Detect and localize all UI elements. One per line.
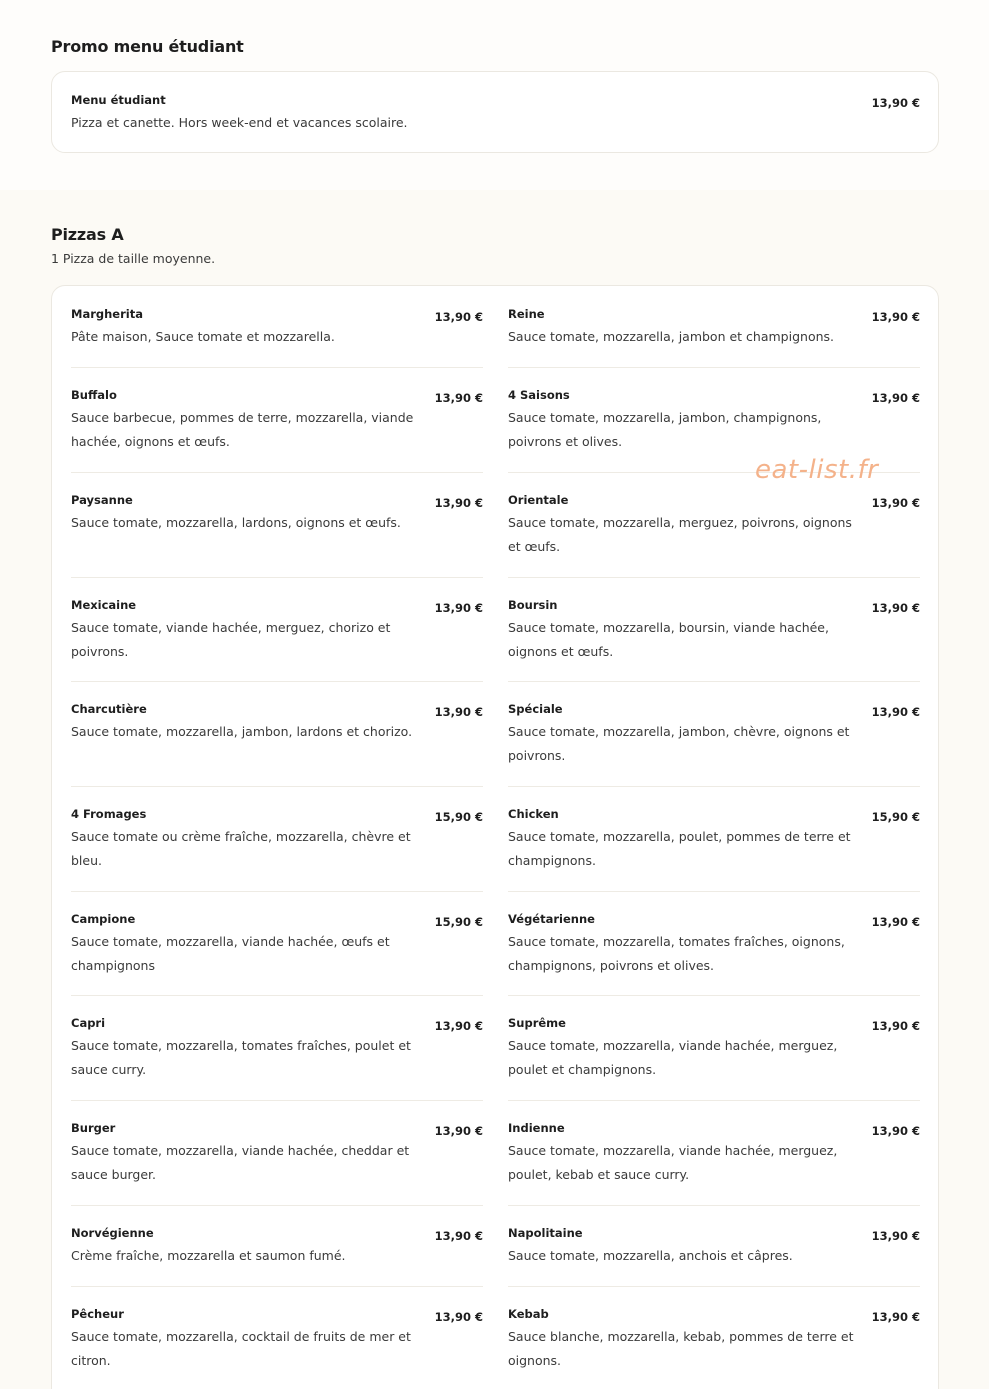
item-price: 13,90 € (871, 915, 920, 929)
item-divider (508, 577, 920, 578)
menu-item-paysanne[interactable] (71, 493, 483, 563)
item-divider (508, 995, 920, 996)
item-price: 13,90 € (871, 1124, 920, 1138)
item-name: Capri (71, 1016, 106, 1030)
item-divider (71, 472, 483, 473)
item-name: Mexicaine (71, 598, 137, 612)
menu-item-indienne[interactable] (508, 1121, 920, 1191)
item-divider (71, 1286, 483, 1287)
pizzas-section-subtitle: 1 Pizza de taille moyenne. (51, 251, 216, 266)
item-price: 13,90 € (871, 601, 920, 615)
item-description: Sauce tomate, mozzarella, merguez, poivrons, oignons et œufs. (508, 515, 852, 554)
item-description: Sauce tomate ou crème fraîche, mozzarella, chèvre et bleu. (71, 829, 411, 868)
item-divider (508, 681, 920, 682)
item-description: Sauce tomate, mozzarella, jambon et champignons. (508, 329, 834, 344)
item-description: Sauce tomate, mozzarella, lardons, oignons et œufs. (71, 515, 401, 530)
item-divider (508, 891, 920, 892)
item-divider (71, 681, 483, 682)
pizzas-section-title: Pizzas A (51, 225, 124, 244)
menu-item-orientale[interactable] (508, 493, 920, 563)
item-divider (508, 1205, 920, 1206)
item-description: Sauce blanche, mozzarella, kebab, pommes de terre et oignons. (508, 1329, 854, 1368)
menu-item-burger[interactable] (71, 1121, 483, 1191)
item-price: 15,90 € (434, 915, 483, 929)
item-name: Kebab (508, 1307, 549, 1321)
menu-item-4-saisons[interactable] (508, 388, 920, 458)
item-description: Sauce tomate, mozzarella, viande hachée, cheddar et sauce burger. (71, 1143, 410, 1182)
item-name: Buffalo (71, 388, 117, 402)
pizzas-card (51, 285, 939, 1389)
item-description: Sauce tomate, viande hachée, merguez, chorizo et poivrons. (71, 620, 391, 659)
watermark: eat-list.fr (755, 455, 879, 485)
item-divider (71, 367, 483, 368)
item-price: 13,90 € (871, 1310, 920, 1324)
item-price: 13,90 € (434, 1310, 483, 1324)
menu-item-buffalo[interactable] (71, 388, 483, 458)
item-price: 13,90 € (871, 496, 920, 510)
item-divider (71, 577, 483, 578)
item-description: Sauce tomate, mozzarella, viande hachée, merguez, poulet, kebab et sauce curry. (508, 1143, 838, 1182)
menu-item-boursin[interactable] (508, 598, 920, 668)
item-description: Sauce tomate, mozzarella, jambon, champignons, poivrons et olives. (508, 410, 822, 449)
item-divider (508, 1286, 920, 1287)
item-name: Menu étudiant (71, 93, 166, 107)
promo-card (51, 71, 939, 153)
item-divider (508, 1100, 920, 1101)
item-price: 13,90 € (434, 1019, 483, 1033)
item-name: Burger (71, 1121, 116, 1135)
item-name: Margherita (71, 307, 143, 321)
item-divider (508, 367, 920, 368)
item-description: Sauce tomate, mozzarella, tomates fraîches, oignons, champignons, poivrons et olives. (508, 934, 845, 973)
item-price: 13,90 € (871, 391, 920, 405)
item-price: 15,90 € (434, 810, 483, 824)
item-name: Suprême (508, 1016, 566, 1030)
item-description: Sauce tomate, mozzarella, viande hachée, œufs et champignons (71, 934, 390, 973)
menu-item-chicken[interactable] (508, 807, 920, 877)
item-price: 13,90 € (434, 601, 483, 615)
item-description: Crème fraîche, mozzarella et saumon fumé. (71, 1248, 346, 1263)
item-name: Reine (508, 307, 545, 321)
item-name: Indienne (508, 1121, 565, 1135)
item-price: 13,90 € (871, 1019, 920, 1033)
item-name: 4 Fromages (71, 807, 147, 821)
item-price: 13,90 € (434, 310, 483, 324)
item-description: Sauce tomate, mozzarella, boursin, viande hachée, oignons et œufs. (508, 620, 829, 659)
item-divider (71, 786, 483, 787)
item-description: Pizza et canette. Hors week-end et vacances scolaire. (71, 115, 408, 130)
item-divider (508, 786, 920, 787)
item-name: Paysanne (71, 493, 133, 507)
item-name: Norvégienne (71, 1226, 154, 1240)
menu-item-kebab[interactable] (508, 1307, 920, 1377)
item-description: Sauce tomate, mozzarella, jambon, chèvre, oignons et poivrons. (508, 724, 850, 763)
menu-item-4-fromages[interactable] (71, 807, 483, 877)
item-name: Napolitaine (508, 1226, 583, 1240)
menu-item-pecheur[interactable] (71, 1307, 483, 1377)
menu-item-vegetarienne[interactable] (508, 912, 920, 982)
item-description: Sauce tomate, mozzarella, anchois et câpres. (508, 1248, 793, 1263)
item-price: 13,90 € (434, 1229, 483, 1243)
item-description: Pâte maison, Sauce tomate et mozzarella. (71, 329, 335, 344)
item-description: Sauce tomate, mozzarella, jambon, lardons et chorizo. (71, 724, 413, 739)
item-description: Sauce tomate, mozzarella, cocktail de fruits de mer et citron. (71, 1329, 411, 1368)
menu-item-supreme[interactable] (508, 1016, 920, 1086)
menu-item-campione[interactable] (71, 912, 483, 982)
item-description: Sauce tomate, mozzarella, poulet, pommes de terre et champignons. (508, 829, 851, 868)
item-name: Campione (71, 912, 136, 926)
item-price: 13,90 € (871, 310, 920, 324)
item-description: Sauce barbecue, pommes de terre, mozzarella, viande hachée, oignons et œufs. (71, 410, 414, 449)
item-price: 13,90 € (434, 391, 483, 405)
item-name: 4 Saisons (508, 388, 570, 402)
item-description: Sauce tomate, mozzarella, tomates fraîches, poulet et sauce curry. (71, 1038, 411, 1077)
item-name: Chicken (508, 807, 559, 821)
item-name: Boursin (508, 598, 558, 612)
item-price: 13,90 € (434, 705, 483, 719)
item-price: 15,90 € (871, 810, 920, 824)
item-price: 13,90 € (434, 1124, 483, 1138)
item-divider (71, 891, 483, 892)
item-name: Orientale (508, 493, 569, 507)
promo-section-title: Promo menu étudiant (51, 37, 244, 56)
item-price: 13,90 € (871, 1229, 920, 1243)
item-name: Pêcheur (71, 1307, 124, 1321)
item-description: Sauce tomate, mozzarella, viande hachée, merguez, poulet et champignons. (508, 1038, 838, 1077)
item-divider (71, 1205, 483, 1206)
item-name: Végétarienne (508, 912, 595, 926)
item-divider (71, 995, 483, 996)
item-name: Charcutière (71, 702, 147, 716)
item-divider (71, 1100, 483, 1101)
menu-item-mexicaine[interactable] (71, 598, 483, 668)
menu-item-capri[interactable] (71, 1016, 483, 1086)
item-price: 13,90 € (434, 496, 483, 510)
menu-item-speciale[interactable] (508, 702, 920, 772)
item-price: 13,90 € (871, 96, 920, 110)
item-price: 13,90 € (871, 705, 920, 719)
item-name: Spéciale (508, 702, 563, 716)
menu-item-charcutiere[interactable] (71, 702, 483, 772)
